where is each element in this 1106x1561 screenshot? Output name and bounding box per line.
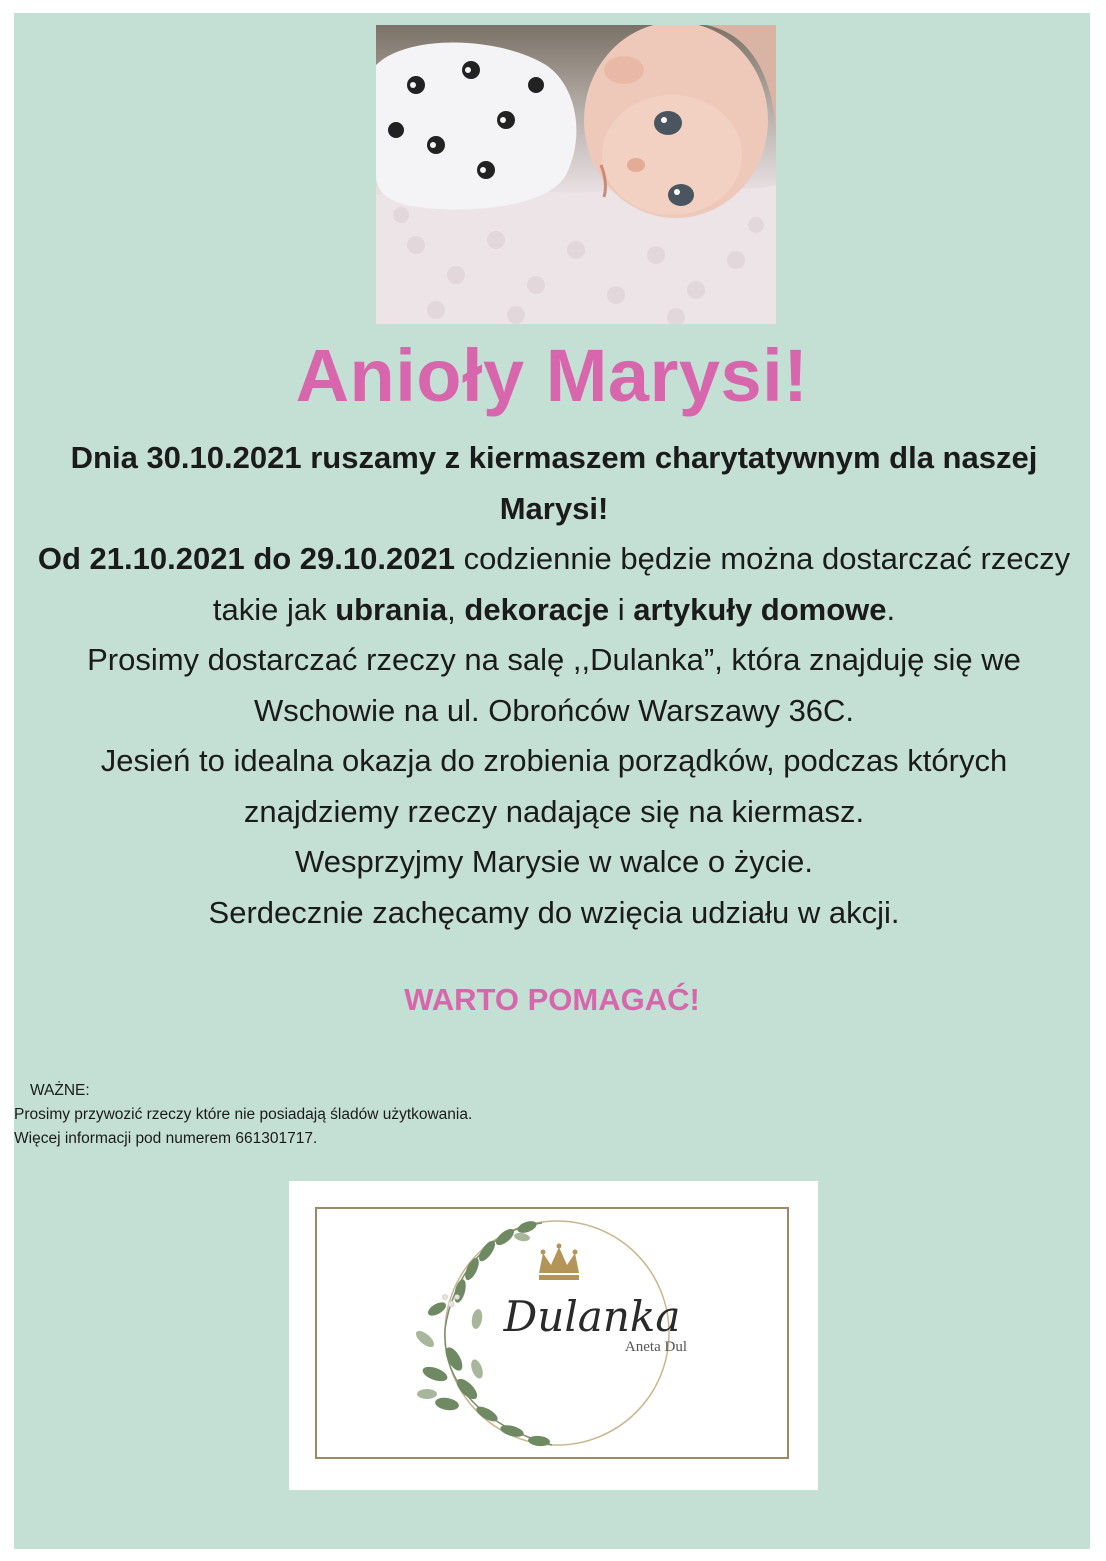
baby-photo — [376, 25, 776, 324]
emphasis-text: Dnia 30.10.2021 ruszamy z kiermaszem charytatywnym dla naszej Marysi! — [70, 440, 1038, 526]
charity-poster — [14, 13, 1090, 1549]
emphasis-text: Od 21.10.2021 do 29.10.2021 — [37, 541, 455, 576]
poster-title: Anioły Marysi! — [295, 334, 809, 417]
logo-subtitle: Aneta Dul — [624, 1339, 687, 1355]
body-text: , — [447, 591, 465, 627]
body-text: codziennie będzie można dostarczać rzeczy takie jak — [212, 541, 1071, 627]
body-text: i — [609, 591, 634, 627]
note-label: WAŻNE: — [30, 1082, 90, 1099]
emphasis-text: ubrania — [335, 591, 448, 627]
announcement-paragraph — [34, 888, 1074, 939]
announcement-paragraph — [34, 534, 1074, 635]
call-to-action: WARTO POMAGAĆ! — [404, 982, 700, 1017]
important-note — [14, 1079, 472, 1151]
note-line: Więcej informacji pod numerem 661301717. — [14, 1130, 318, 1147]
body-text: Prosimy dostarczać rzeczy na salę ,,Dulanka”, która znajduję się we Wschowie na ul. Obrońców Warszawy 36C. — [87, 642, 1021, 728]
body-text: . — [886, 591, 896, 627]
announcement-paragraph — [34, 837, 1074, 888]
logo-frame — [315, 1207, 789, 1459]
logo-name: Dulanka — [503, 1292, 681, 1341]
body-text: Serdecznie zachęcamy do wzięcia udziału w akcji. — [208, 894, 900, 930]
note-line: Prosimy przywozić rzeczy które nie posiadają śladów użytkowania. — [14, 1106, 473, 1123]
dulanka-logo — [289, 1181, 818, 1490]
announcement-paragraph — [34, 433, 1074, 534]
emphasis-text: dekoracje — [464, 591, 610, 627]
body-text: Wesprzyjmy Marysie w walce o życie. — [295, 844, 813, 879]
crown-icon — [539, 1244, 579, 1281]
body-text: Jesień to idealna okazja do zrobienia porządków, podczas których znajdziemy rzeczy nadające się na kiermasz. — [100, 743, 1008, 829]
announcement-paragraph — [34, 635, 1074, 736]
announcement-text — [34, 433, 1074, 938]
emphasis-text: artykuły domowe — [633, 591, 887, 627]
announcement-paragraph — [34, 736, 1074, 837]
